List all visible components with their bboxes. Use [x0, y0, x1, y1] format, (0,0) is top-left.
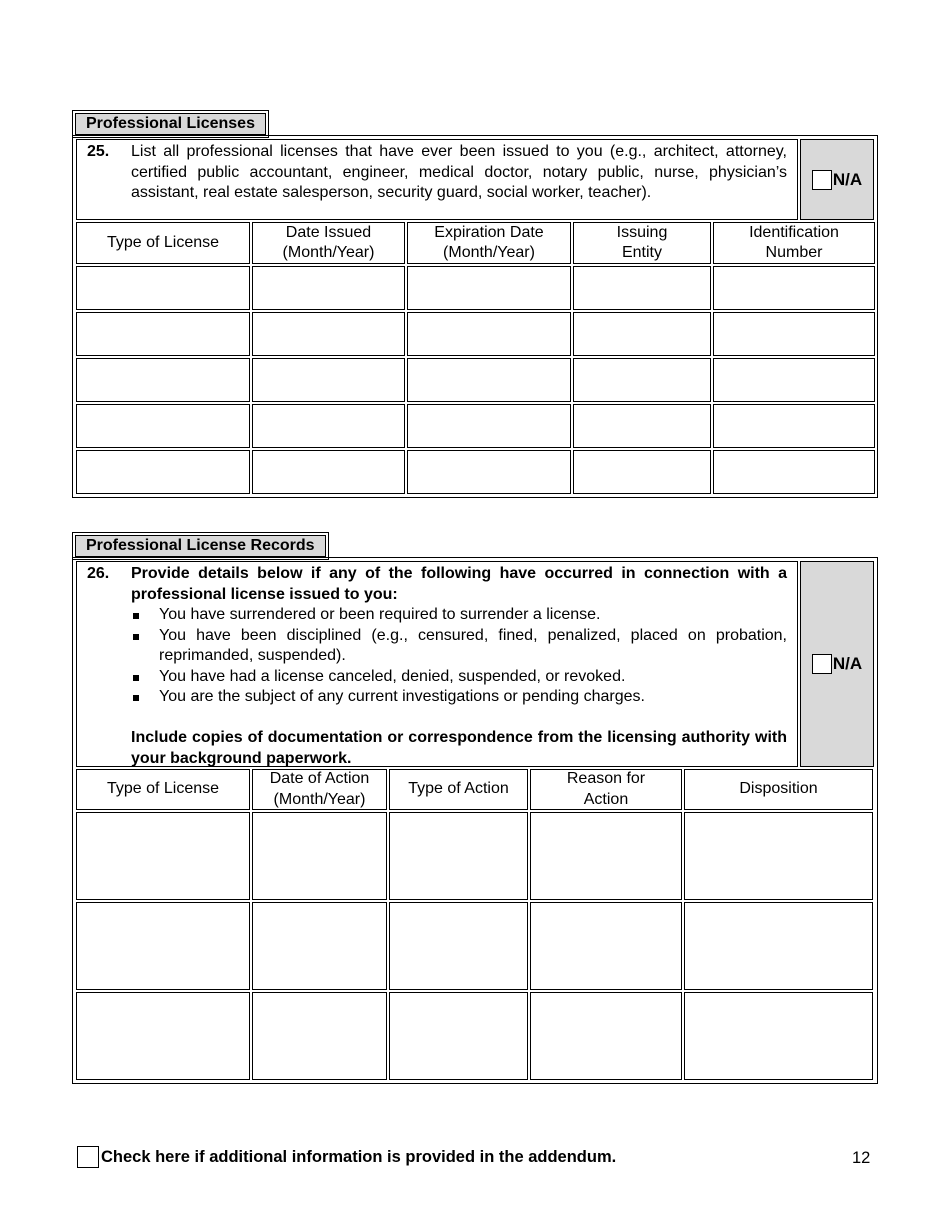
table-row	[75, 811, 875, 901]
table-cell-input[interactable]	[76, 404, 250, 448]
table-cell-input[interactable]	[530, 902, 682, 990]
table-row	[75, 357, 875, 403]
condition-item: You have had a license canceled, denied, suspended, or revoked.	[131, 667, 787, 688]
question-26	[76, 561, 798, 767]
records-header-row	[75, 768, 875, 811]
records-table	[72, 557, 878, 1084]
column-header-line: Entity	[621, 244, 662, 261]
column-header-line: (Month/Year)	[443, 244, 535, 261]
table-cell-input[interactable]	[684, 902, 873, 990]
question-number: 26.	[87, 565, 110, 582]
na-checkbox-25[interactable]	[812, 170, 832, 190]
column-header-line: Disposition	[739, 780, 818, 798]
column-header-line: Expiration Date	[434, 223, 544, 241]
column-header	[389, 769, 528, 810]
column-header-line: Reason for	[566, 770, 646, 787]
table-cell-input[interactable]	[252, 902, 387, 990]
condition-list	[131, 605, 787, 708]
table-cell-input[interactable]	[713, 312, 875, 356]
column-header	[684, 769, 873, 810]
column-header	[252, 222, 405, 264]
column-header-line: (Month/Year)	[282, 244, 375, 261]
question-text	[131, 564, 787, 766]
table-cell-input[interactable]	[389, 902, 528, 990]
column-header-line: Number	[765, 244, 823, 261]
column-header	[76, 222, 250, 264]
section-title-professional-licenses: Professional Licenses	[72, 110, 269, 138]
table-cell-input[interactable]	[573, 358, 711, 402]
na-cell-26	[800, 561, 874, 767]
table-cell-input[interactable]	[252, 404, 405, 448]
table-cell-input[interactable]	[76, 312, 250, 356]
column-header	[252, 769, 387, 810]
column-header-line: Date of Action	[269, 770, 370, 787]
table-cell-input[interactable]	[713, 266, 875, 310]
table-cell-input[interactable]	[530, 812, 682, 900]
table-row	[75, 449, 875, 495]
table-row	[75, 901, 875, 991]
column-header	[76, 769, 250, 810]
table-cell-input[interactable]	[573, 404, 711, 448]
section-title-license-records: Professional License Records	[72, 532, 329, 560]
question-text: List all professional licenses that have ever been issued to you (e.g., architect, attorney, certified public accountant, engineer, medical doctor, notary public, nurse, physician’s assistant, real estate salesperson, security guard, social worker, teacher).	[131, 143, 787, 201]
column-header-line: Type of License	[106, 233, 220, 251]
table-cell-input[interactable]	[252, 358, 405, 402]
table-cell-input[interactable]	[407, 450, 571, 494]
records-body	[75, 811, 875, 1081]
table-cell-input[interactable]	[389, 992, 528, 1080]
table-cell-input[interactable]	[252, 450, 405, 494]
column-header-line: Type of License	[106, 780, 220, 798]
table-cell-input[interactable]	[713, 358, 875, 402]
table-row	[75, 403, 875, 449]
column-header	[713, 222, 875, 264]
table-cell-input[interactable]	[252, 812, 387, 900]
table-row	[75, 991, 875, 1081]
table-cell-input[interactable]	[389, 812, 528, 900]
table-cell-input[interactable]	[252, 992, 387, 1080]
table-row	[75, 265, 875, 311]
na-label: N/A	[832, 169, 863, 189]
table-cell-input[interactable]	[684, 992, 873, 1080]
question-25	[76, 139, 798, 220]
column-header-line: Identification	[749, 223, 839, 241]
question-note: Include copies of documentation or correspondence from the licensing authority with your background paperwork.	[131, 729, 787, 767]
page-number: 12	[852, 1149, 871, 1167]
licenses-body	[75, 265, 875, 495]
condition-item: You are the subject of any current investigations or pending charges.	[131, 687, 787, 708]
table-row	[75, 311, 875, 357]
table-cell-input[interactable]	[407, 358, 571, 402]
column-header	[407, 222, 571, 264]
table-cell-input[interactable]	[252, 312, 405, 356]
table-cell-input[interactable]	[252, 266, 405, 310]
table-cell-input[interactable]	[76, 450, 250, 494]
column-header-line: Issuing	[616, 223, 668, 241]
column-header-line: (Month/Year)	[273, 790, 366, 808]
addendum-text: Check here if additional information is provided in the addendum.	[101, 1147, 617, 1166]
table-cell-input[interactable]	[684, 812, 873, 900]
table-cell-input[interactable]	[573, 266, 711, 310]
na-cell-25	[800, 139, 874, 220]
table-cell-input[interactable]	[573, 312, 711, 356]
question-number: 25.	[87, 143, 110, 160]
table-cell-input[interactable]	[76, 358, 250, 402]
table-cell-input[interactable]	[407, 404, 571, 448]
table-cell-input[interactable]	[573, 450, 711, 494]
condition-item: You have surrendered or been required to surrender a license.	[131, 605, 787, 626]
question-intro: Provide details below if any of the following have occurred in connection with a professional license issued to you:	[131, 565, 787, 603]
column-header-line: Date Issued	[285, 223, 372, 241]
table-cell-input[interactable]	[76, 812, 250, 900]
table-cell-input[interactable]	[407, 312, 571, 356]
table-cell-input[interactable]	[76, 266, 250, 310]
column-header	[573, 222, 711, 264]
na-checkbox-26[interactable]	[812, 654, 832, 674]
condition-item: You have been disciplined (e.g., censured, fined, penalized, placed on probation, reprimanded, suspended).	[131, 626, 787, 667]
table-cell-input[interactable]	[713, 450, 875, 494]
table-cell-input[interactable]	[76, 992, 250, 1080]
licenses-table	[72, 135, 878, 498]
column-header-line: Action	[583, 790, 629, 808]
addendum-row	[77, 1146, 616, 1168]
addendum-checkbox[interactable]	[77, 1146, 99, 1168]
licenses-header-row	[75, 221, 875, 265]
na-label: N/A	[832, 654, 863, 673]
column-header	[530, 769, 682, 810]
table-cell-input[interactable]	[713, 404, 875, 448]
column-header-line: Type of Action	[408, 780, 509, 798]
table-cell-input[interactable]	[407, 266, 571, 310]
table-cell-input[interactable]	[530, 992, 682, 1080]
table-cell-input[interactable]	[76, 902, 250, 990]
